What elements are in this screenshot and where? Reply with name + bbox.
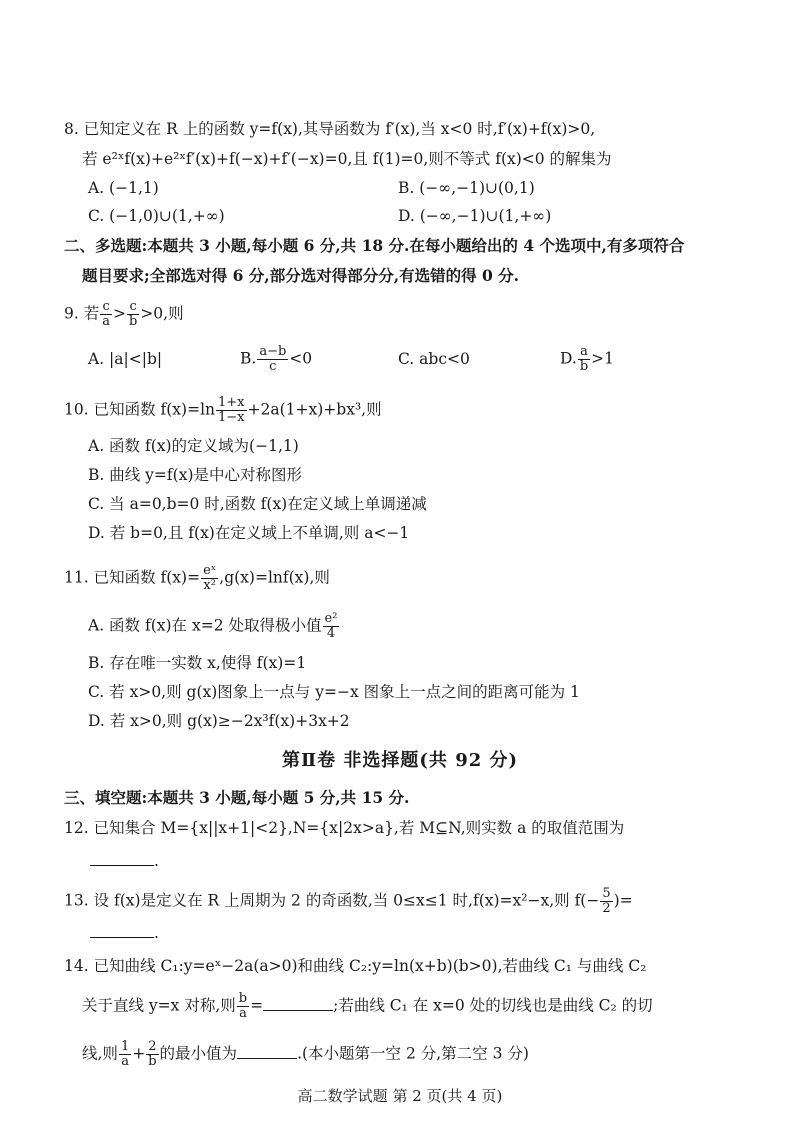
q9-gt: > <box>112 304 126 323</box>
q14-ratio-fraction <box>237 992 249 1021</box>
q10-num: 1+x <box>218 395 245 410</box>
q13-den: 2 <box>602 901 611 916</box>
q14-line3-post: .(本小题第一空 2 分,第二空 3 分) <box>297 1044 529 1063</box>
q11-option-a <box>88 612 340 641</box>
q9-option-b-fraction <box>257 345 288 374</box>
q14-f1-den: a <box>121 1054 129 1069</box>
q14-ratio-den: a <box>239 1006 247 1021</box>
q11-stem <box>64 564 330 593</box>
q11-fraction <box>201 564 218 593</box>
q11-den: x² <box>203 578 216 593</box>
q9-option-b-den: c <box>269 359 277 374</box>
q9-option-b-num: a−b <box>259 344 287 359</box>
q13-answer-line <box>90 922 159 944</box>
q10-prefix: 10. 已知函数 f(x)=ln <box>64 400 216 419</box>
q10-option-a: A. 函数 f(x)的定义域为(−1,1) <box>88 437 299 455</box>
q14-line3-pre: 线,则 <box>82 1044 118 1063</box>
q14-f2-num: 2 <box>146 1040 158 1055</box>
section2-line1: 二、多选题:本题共 3 小题,每小题 6 分,共 18 分.在每小题给出的 4 个选项中,有多项符合 <box>64 236 685 255</box>
q8-option-d: D. (−∞,−1)∪(1,+∞) <box>398 207 552 225</box>
q9-fraction-1 <box>100 300 112 329</box>
q9-option-d-num: a <box>578 345 590 360</box>
q14-line2-post: ;若曲线 C₁ 在 x=0 处的切线也是曲线 C₂ 的切 <box>333 996 653 1015</box>
q13-end: . <box>154 924 159 942</box>
q8-option-b: B. (−∞,−1)∪(0,1) <box>398 179 535 197</box>
q10-option-c: C. 当 a=0,b=0 时,函数 f(x)在定义域上单调递减 <box>88 495 427 513</box>
q9-f1-den: a <box>102 314 110 329</box>
q13-text: 13. 设 f(x)是定义在 R 上周期为 2 的奇函数,当 0≤x≤1 时,f(x)=x²−x,则 f(− <box>64 891 600 910</box>
q11-option-c: C. 若 x>0,则 g(x)图象上一点与 y=−x 图象上一点之间的距离可能为 1 <box>88 683 580 701</box>
q11-option-b: B. 存在唯一实数 x,使得 f(x)=1 <box>88 654 307 672</box>
q8-option-c: C. (−1,0)∪(1,+∞) <box>88 207 225 225</box>
q12-answer-line <box>90 850 159 872</box>
q10-option-d: D. 若 b=0,且 f(x)在定义域上不单调,则 a<−1 <box>88 524 410 542</box>
q11-suffix: ,g(x)=lnf(x),则 <box>219 568 330 587</box>
q14-line2 <box>82 992 653 1021</box>
q10-den: 1−x <box>218 410 245 425</box>
q9-option-d-den: b <box>579 359 589 374</box>
section3-heading: 三、填空题:本题共 3 小题,每小题 5 分,共 15 分. <box>64 788 410 807</box>
q12-line1: 12. 已知集合 M={x||x+1|<2},N={x|2x>a},若 M⊆N,则实数 a 的取值范围为 <box>64 819 625 837</box>
q14-f1-num: 1 <box>120 1039 130 1054</box>
q13-fraction <box>600 887 612 916</box>
q13-stem <box>64 887 633 916</box>
q14-line1: 14. 已知曲线 C₁:y=eˣ−2a(a>0)和曲线 C₂:y=ln(x+b)(b>0),若曲线 C₁ 与曲线 C₂ <box>64 957 647 975</box>
q14-fraction-2 <box>146 1040 158 1069</box>
q14-line2-eq: = <box>250 996 264 1015</box>
q9-option-b-tail: <0 <box>289 349 313 368</box>
q13-answer-blank[interactable] <box>90 923 154 938</box>
q13-tail: )= <box>613 891 633 910</box>
q14-ratio-num: b <box>238 991 248 1006</box>
q9-option-d-fraction <box>578 345 590 374</box>
q8-line2: 若 e²ˣf(x)+e²ˣf′(x)+f(−x)+f′(−x)=0,且 f(1)=0,则不等式 f(x)<0 的解集为 <box>82 150 612 168</box>
q8-option-a: A. (−1,1) <box>88 179 159 197</box>
q11-option-a-den: 4 <box>326 626 336 641</box>
q14-line2-pre: 关于直线 y=x 对称,则 <box>82 996 236 1015</box>
q9-fraction-2 <box>127 300 139 329</box>
page-footer: 高二数学试题 第 2 页(共 4 页) <box>297 1087 503 1105</box>
q14-plus: + <box>132 1044 146 1063</box>
q9-suffix: >0,则 <box>140 304 184 323</box>
q14-line3 <box>82 1040 529 1069</box>
q9-f2-den: b <box>128 314 138 329</box>
q9-option-c: C. abc<0 <box>398 350 470 368</box>
q14-answer-blank-1[interactable] <box>263 996 333 1011</box>
q9-option-a: A. |a|<|b| <box>88 350 163 368</box>
q11-option-d: D. 若 x>0,则 g(x)≥−2x³f(x)+3x+2 <box>88 712 350 730</box>
q14-f2-den: b <box>148 1054 157 1069</box>
q12-end: . <box>154 852 159 870</box>
q10-stem <box>64 396 382 425</box>
q11-option-a-num: e² <box>324 611 338 626</box>
q9-option-d-label: D. <box>560 349 577 368</box>
q11-option-a-text: A. 函数 f(x)在 x=2 处取得极小值 <box>88 616 322 635</box>
q11-num: eˣ <box>203 563 217 578</box>
q9-f1-num: c <box>100 300 112 315</box>
q10-option-b: B. 曲线 y=f(x)是中心对称图形 <box>88 466 302 484</box>
q9-stem <box>64 300 184 329</box>
q10-suffix: +2a(1+x)+bx³,则 <box>247 400 382 419</box>
q9-option-b <box>240 345 312 374</box>
q11-option-a-fraction <box>323 612 340 641</box>
section2-line2: 题目要求;全部选对得 6 分,部分选对得部分分,有选错的得 0 分. <box>82 266 520 285</box>
part2-title: 第Ⅱ卷 非选择题(共 92 分) <box>281 750 519 771</box>
q14-line3-mid: 的最小值为 <box>159 1044 238 1063</box>
q14-fraction-1 <box>119 1040 131 1069</box>
q9-option-b-label: B. <box>240 349 257 368</box>
q10-fraction <box>216 396 247 425</box>
q14-answer-blank-2[interactable] <box>237 1044 297 1059</box>
q11-prefix: 11. 已知函数 f(x)= <box>64 568 201 587</box>
q13-num: 5 <box>602 886 611 901</box>
q9-option-d <box>560 345 614 374</box>
q8-line1: 8. 已知定义在 R 上的函数 y=f(x),其导函数为 f′(x),当 x<0 时,f′(x)+f(x)>0, <box>64 120 596 138</box>
q9-option-d-tail: >1 <box>591 349 614 368</box>
q9-f2-num: c <box>127 300 139 315</box>
q9-prefix: 9. 若 <box>64 304 100 323</box>
q12-answer-blank[interactable] <box>90 851 154 866</box>
